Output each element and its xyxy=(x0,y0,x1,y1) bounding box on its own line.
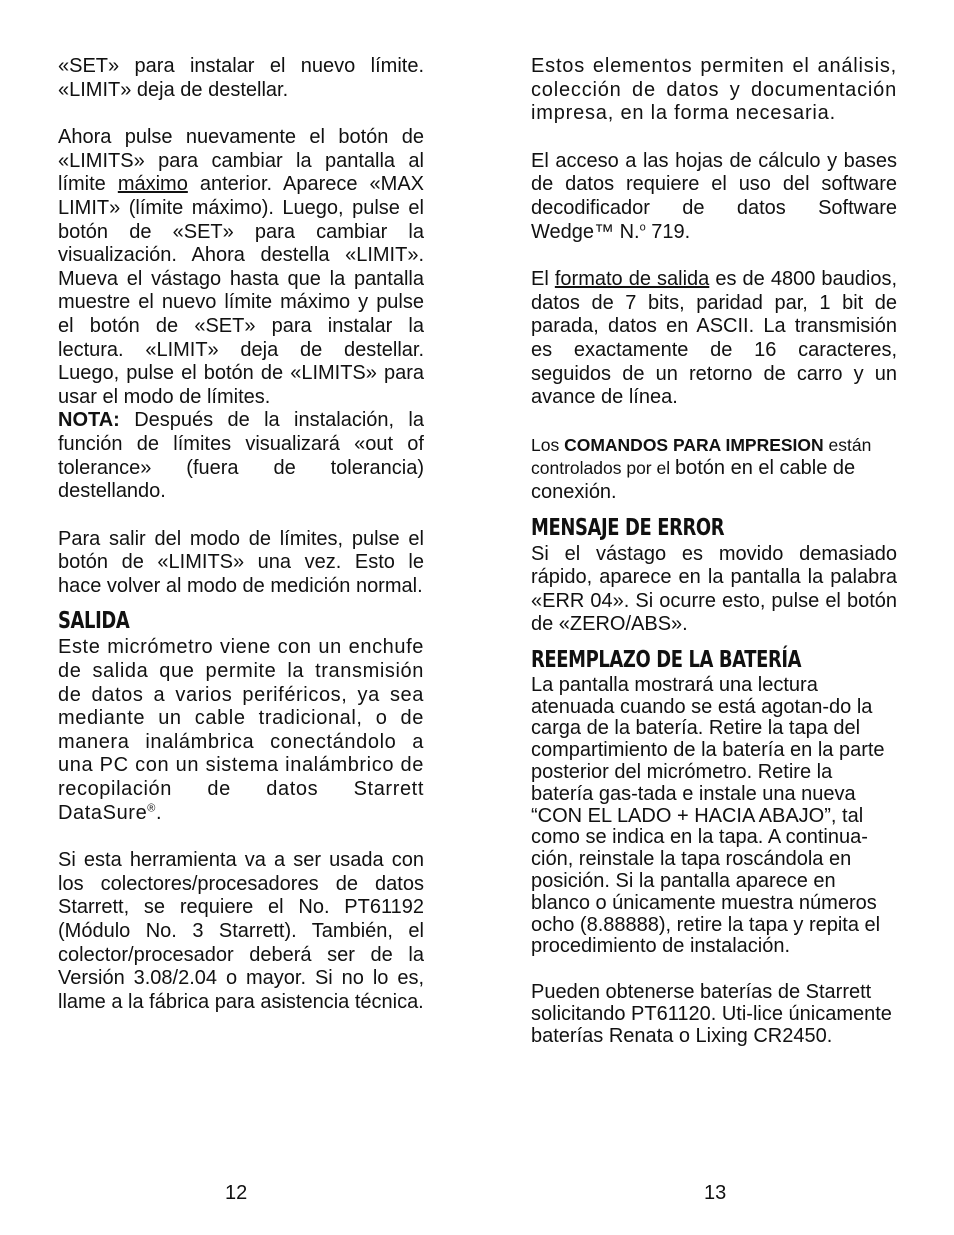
paragraph-software-wedge: El acceso a las hojas de cálculo y bases de datos requiere el uso del software decodificador de datos Software Wedge™ N.$^o$ 719. xyxy=(531,149,897,243)
paragraph-error: Si el vástago es movido demasiado rápido, aparece en la pantalla la palabra «ERR 04». Si ocurre esto, pulse el botón de «ZERO/ABS». xyxy=(531,542,897,636)
salida-heading: SALIDA xyxy=(58,608,130,635)
paragraph-battery-replace: La pantalla mostrará una lectura atenuada cuando se está agotan-do la carga de la batería. Retire la tapa del compartimiento de la batería en la parte posterior del micrómetro. Retire la batería gas-tada e instale una nueva “CON EL LADO + HACIA ABAJO”, tal como se indica en la tapa. A continua-ción, reinstale la tapa roscándola en posición. Si la pantalla aparece en blanco o únicamente muestra números ocho (8.88888), retire la tapa y repita el procedimiento de instalación. xyxy=(531,673,885,958)
error-heading: MENSAJE DE ERROR xyxy=(531,514,725,541)
paragraph-battery-order: Pueden obtenerse baterías de Starrett solicitando PT61120. Uti-lice únicamente baterías Renata o Lixing CR2450. xyxy=(531,981,892,1047)
paragraph-exit-limits: Para salir del modo de límites, pulse el botón de «LIMITS» una vez. Esto le hace volver al modo de medición normal. xyxy=(58,527,424,597)
paragraph-set-limit: «SET» para instalar el nuevo límite. «LIMIT» deja de destellar. xyxy=(58,55,424,101)
battery-heading: REEMPLAZO DE LA BATERÍA xyxy=(531,646,802,673)
paragraph-collectors: Si esta herramienta va a ser usada con los colectores/procesadores de datos Starrett, se requiere el No. PT61192 (Módulo No. 3 Starrett). También, el colector/procesador deberá ser de la Versión 3.08/2.04 o mayor. Si no lo es, llame a la fábrica para asistencia técnica. xyxy=(58,849,424,1013)
note-paragraph: NOTA: Después de la instalación, la función de límites visualizará «out of tolerance» (fuera de tolerancia) destellando. xyxy=(58,409,424,503)
paragraph-max-limit: Ahora pulse nuevamente el botón de «LIMITS» para cambiar la pantalla al límite máximo anterior. Aparece «MAX LIMIT» (límite máximo). Luego, pulse el botón de «SET» para cambiar la visualización. Ahora destella «LIMIT». Mueva el vástago hasta que la pantalla muestre el nuevo límite máximo y pulse el botón de «SET» para instalar la lectura. «LIMIT» deja de destellar. Luego, pulse el botón de «LIMITS» para usar el modo de límites. xyxy=(58,126,424,408)
right-column xyxy=(531,55,897,1048)
page-number-right: 13 xyxy=(704,1182,727,1204)
paragraph-salida: Este micrómetro viene con un enchufe de salida que permite la transmisión de datos a varios periféricos, ya sea mediante un cable tradicional, o de manera inalámbrica conectándolo a una PC con un sistema inalámbrico de recopilación de datos Starrett DataSure®. xyxy=(58,636,424,824)
page-number-left: 12 xyxy=(225,1182,248,1204)
underlined-maximo: máximo xyxy=(117,173,188,196)
paragraph-print-commands: Los COMANDOS PARA IMPRESION están controlados por el botón en el cable de conexión. xyxy=(531,434,872,503)
paragraph-output-format: El formato de salida es de 4800 baudios, datos de 7 bits, paridad par, 1 bit de parada, datos en ASCII. La transmisión es exactamente de 16 caracteres, seguidos de un retorno de carro y un avance de línea. xyxy=(531,268,898,409)
print-commands-bold: COMANDOS PARA IMPRESION xyxy=(564,434,824,455)
paragraph-elements: Estos elementos permiten el análisis, colección de datos y documentación impresa, en la forma necesaria. xyxy=(531,55,897,125)
left-column xyxy=(58,55,424,1014)
battery-section xyxy=(531,645,897,1048)
note-label: NOTA: xyxy=(58,409,120,432)
underlined-formato: formato de salida xyxy=(554,268,710,291)
